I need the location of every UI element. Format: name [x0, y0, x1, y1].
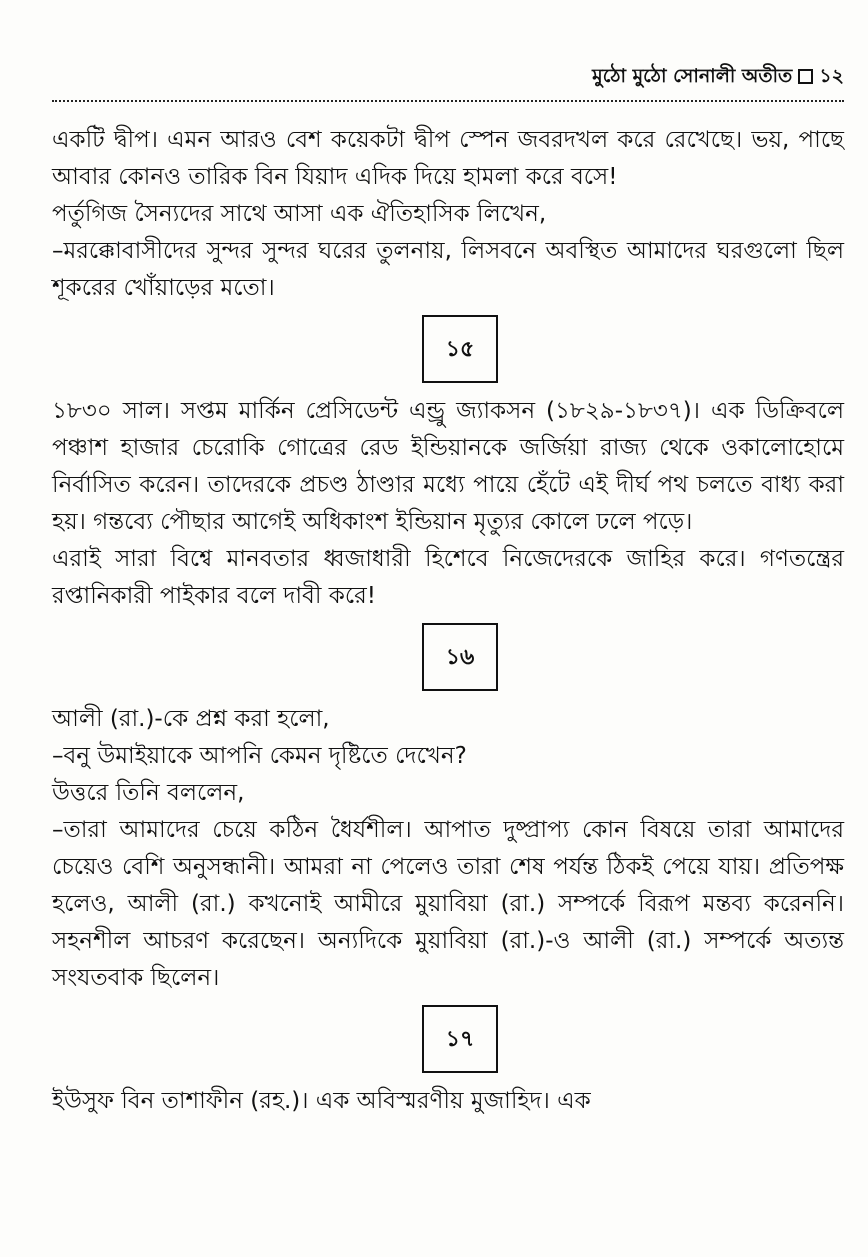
paragraph: ইউসুফ বিন তাশাফীন (রহ.)। এক অবিস্মরণীয় মুজাহিদ। এক — [52, 1088, 591, 1114]
paragraph: ১৮৩০ সাল। সপ্তম মার্কিন প্রেসিডেন্ট এন্ড্রু জ্যাকসন (১৮২৯-১৮৩৭)। এক ডিক্রিবলে পঞ্চাশ হাজার চেরোকি গোত্রের রেড ইন্ডিয়ানকে জর্জিয়া রাজ্য থেকে ওকালোহোমে নির্বাসিত করেন। তাদেরকে প্রচণ্ড ঠাণ্ডার মধ্যে পায়ে হেঁটে এই দীর্ঘ পথ চলতে বাধ্য করা হয়। গন্তব্যে পৌছার আগেই অধিকাংশ ইন্ডিয়ান মৃত্যুর কোলে ঢলে পড়ে। — [52, 398, 844, 535]
paragraph: উত্তরে তিনি বললেন, — [52, 780, 245, 806]
square-icon — [798, 69, 813, 84]
paragraph: –তারা আমাদের চেয়ে কঠিন ধৈর্যশীল। আপাত দুষ্প্রাপ্য কোন বিষয়ে তারা আমাদের চেয়েও বেশি অনুসন্ধানী। আমরা না পেলেও তারা শেষ পর্যন্ত ঠিকই পেয়ে যায়। প্রতিপক্ষ হলেও, আলী (রা.) কখনোই আমীরে মুয়াবিয়া (রা.) সম্পর্কে বিরূপ মন্তব্য করেননি। সহনশীল আচরণ করেছেন। অন্যদিকে মুয়াবিয়া (রা.)-ও আলী (রা.) সম্পর্কে অত্যন্ত সংযতবাক ছিলেন। — [52, 817, 844, 991]
book-title: মুঠো মুঠো সোনালী অতীত — [592, 65, 793, 87]
section-number-box: ১৬ — [422, 623, 498, 691]
paragraph: এরাই সারা বিশ্বে মানবতার ধ্বজাধারী হিশেবে নিজেদেরকে জাহির করে। গণতন্ত্রের রপ্তানিকারী পাইকার বলে দাবী করে! — [52, 546, 844, 609]
page-header — [52, 62, 844, 102]
page-content — [52, 122, 844, 1120]
page-number: ১২ — [819, 65, 844, 87]
section-number-box: ১৭ — [422, 1005, 498, 1073]
paragraph: –মরক্কোবাসীদের সুন্দর সুন্দর ঘরের তুলনায়, লিসবনে অবস্থিত আমাদের ঘরগুলো ছিল শূকরের খোঁয়াড়ের মতো। — [52, 238, 844, 301]
section-number-box: ১৫ — [422, 315, 498, 383]
paragraph: আলী (রা.)-কে প্রশ্ন করা হলো, — [52, 706, 330, 732]
paragraph: একটি দ্বীপ। এমন আরও বেশ কয়েকটা দ্বীপ স্পেন জবরদখল করে রেখেছে। ভয়, পাছে আবার কোনও তারিক বিন যিয়াদ এদিক দিয়ে হামলা করে বসে! — [52, 127, 844, 190]
paragraph: –বনু উমাইয়াকে আপনি কেমন দৃষ্টিতে দেখেন? — [52, 743, 467, 769]
paragraph: পর্তুগিজ সৈন্যদের সাথে আসা এক ঐতিহাসিক লিখেন, — [52, 201, 547, 227]
